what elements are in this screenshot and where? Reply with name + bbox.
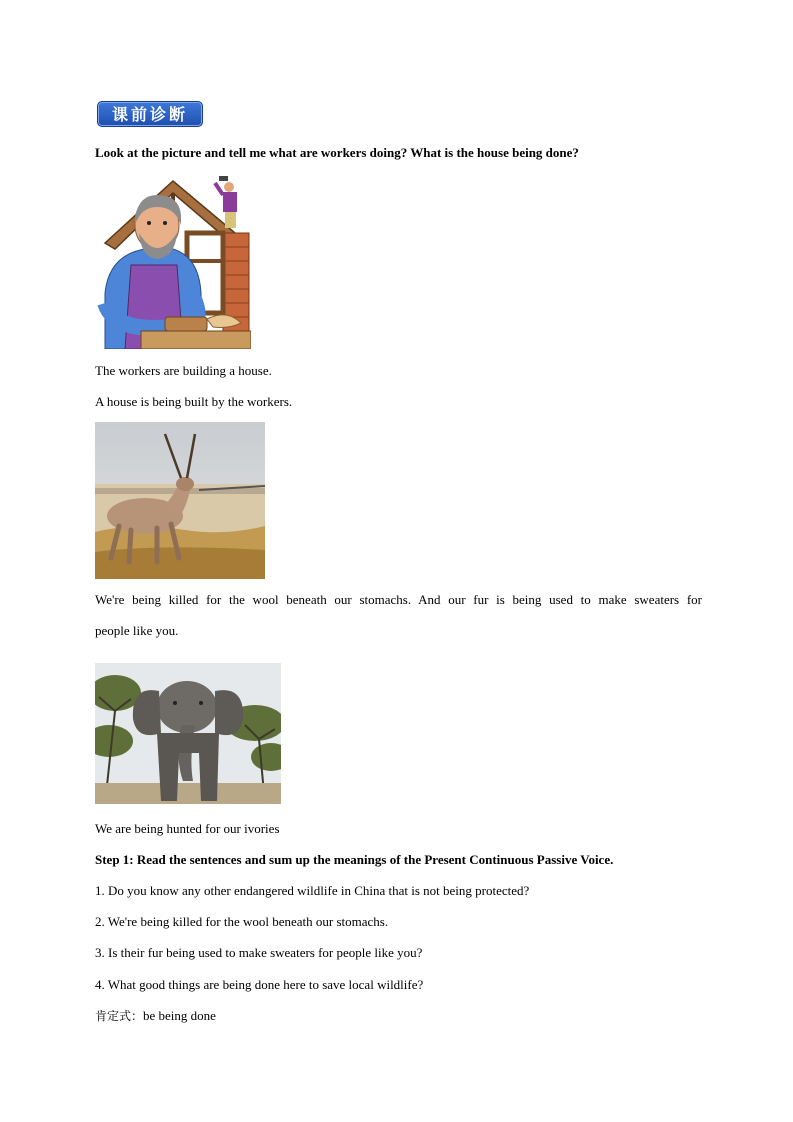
step1-item-4: 4. What good things are being done here to save local wildlife?	[95, 977, 424, 992]
step1-item-3: 3. Is their fur being used to make sweaters for people like you?	[95, 945, 423, 960]
antelope-image	[95, 422, 265, 579]
affirmative-label: 肯定式：	[95, 1009, 144, 1023]
sentence-elephant: We are being hunted for our ivories	[95, 821, 280, 836]
sentence-antelope-line-2: people like you.	[95, 623, 179, 638]
question-text: Look at the picture and tell me what are workers doing? What is the house being done?	[95, 145, 579, 160]
carpenter-image	[95, 173, 251, 349]
elephant-image	[95, 663, 281, 804]
affirmative-structure: be being done	[143, 1008, 216, 1023]
affirmative-form	[95, 1008, 216, 1024]
sentence-antelope-line-1: We're being killed for the wool beneath our stomachs. And our fur is being used to make sweaters for	[95, 592, 702, 607]
step1-item-2: 2. We're being killed for the wool beneath our stomachs.	[95, 914, 389, 929]
sentence-house-being-built: A house is being built by the workers.	[95, 394, 293, 409]
section-badge: 课前诊断	[97, 101, 203, 127]
step1-item-1: 1. Do you know any other endangered wildlife in China that is not being protected?	[95, 883, 530, 898]
step1-title: Step 1: Read the sentences and sum up the meanings of the Present Continuous Passive Voice.	[95, 852, 614, 867]
sentence-workers-building: The workers are building a house.	[95, 363, 272, 378]
